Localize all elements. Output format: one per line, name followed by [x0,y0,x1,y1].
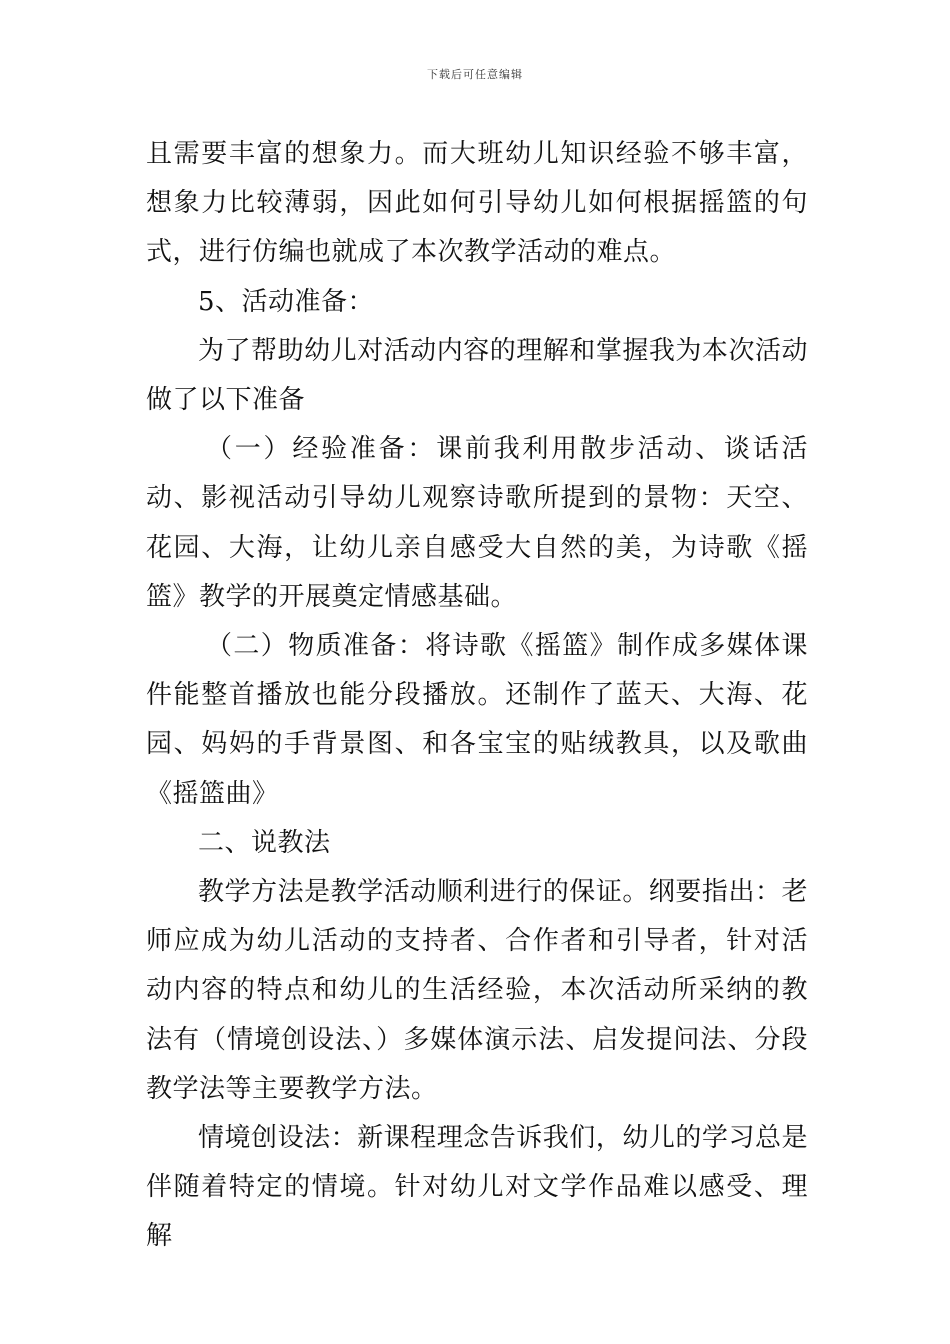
text-line: 进行仿编也就成了本次教学活动的难点。 [199,237,677,268]
text-line: （情境创设法、）多媒体演示法、启发提问法、分段教学 [146,1024,808,1104]
paragraph-material-preparation [146,622,808,819]
text-line: 的开展奠定情感基础。 [252,581,518,612]
page-header-note: 下载后可任意编辑 [427,68,523,81]
document-body [146,130,808,1262]
text-line: 且需要丰富的想象力。而大班幼儿知识经验不够丰富，想 [146,139,808,219]
text-line: 伴随着特定的情境。针对幼儿对文学作品难以感受、理解 [146,1172,808,1252]
text-line: 大海，让幼儿亲自感受大自然的美，为诗歌《摇篮》教学 [146,532,808,612]
paragraph-experience-preparation [146,425,808,622]
text-line: 影视活动引导幼儿观察诗歌所提到的景物：天空、花园、 [146,483,808,563]
text-line: 内容的特点和幼儿的生活经验，本次活动所采纳的教法有 [146,975,808,1055]
text-line: 师应成为幼儿活动的支持者、合作者和引导者，针对活动 [146,926,808,1006]
text-line: 能整首播放也能分段播放。还制作了蓝天、大海、花园、 [146,680,808,760]
section-heading-teaching-methods [146,819,808,868]
paragraph-difficulty [146,130,808,278]
text-line: 二、说教法 [198,827,331,858]
text-line: 曲》 [225,778,279,809]
text-line: 做了以下准备 [146,385,306,416]
text-line: 教学方法是教学活动顺利进行的保证。纲要指出：老 [198,877,808,908]
paragraph-situation-method [146,1114,808,1262]
text-line: 为了帮助幼儿对活动内容的理解和掌握我为本次活动 [198,335,808,366]
text-line: 象力比较薄弱，因此如何引导幼儿如何根据摇篮的句式， [146,188,808,268]
text-line: 法等主要教学方法。 [199,1073,438,1104]
section-heading-preparation [146,278,808,327]
text-line: （二）物质准备：将诗歌《摇篮》制作成多媒体课件 [146,631,808,711]
paragraph-teaching-methods [146,868,808,1114]
text-line: 妈妈的手背景图、和各宝宝的贴绒教具，以及歌曲《摇篮 [146,729,808,809]
text-line: 5、活动准备： [198,286,375,317]
text-line: （一）经验准备：课前我利用散步活动、谈话活动、 [146,434,808,514]
paragraph-preparation-intro [146,327,808,425]
text-line: 情境创设法：新课程理念告诉我们，幼儿的学习总是 [198,1123,808,1154]
